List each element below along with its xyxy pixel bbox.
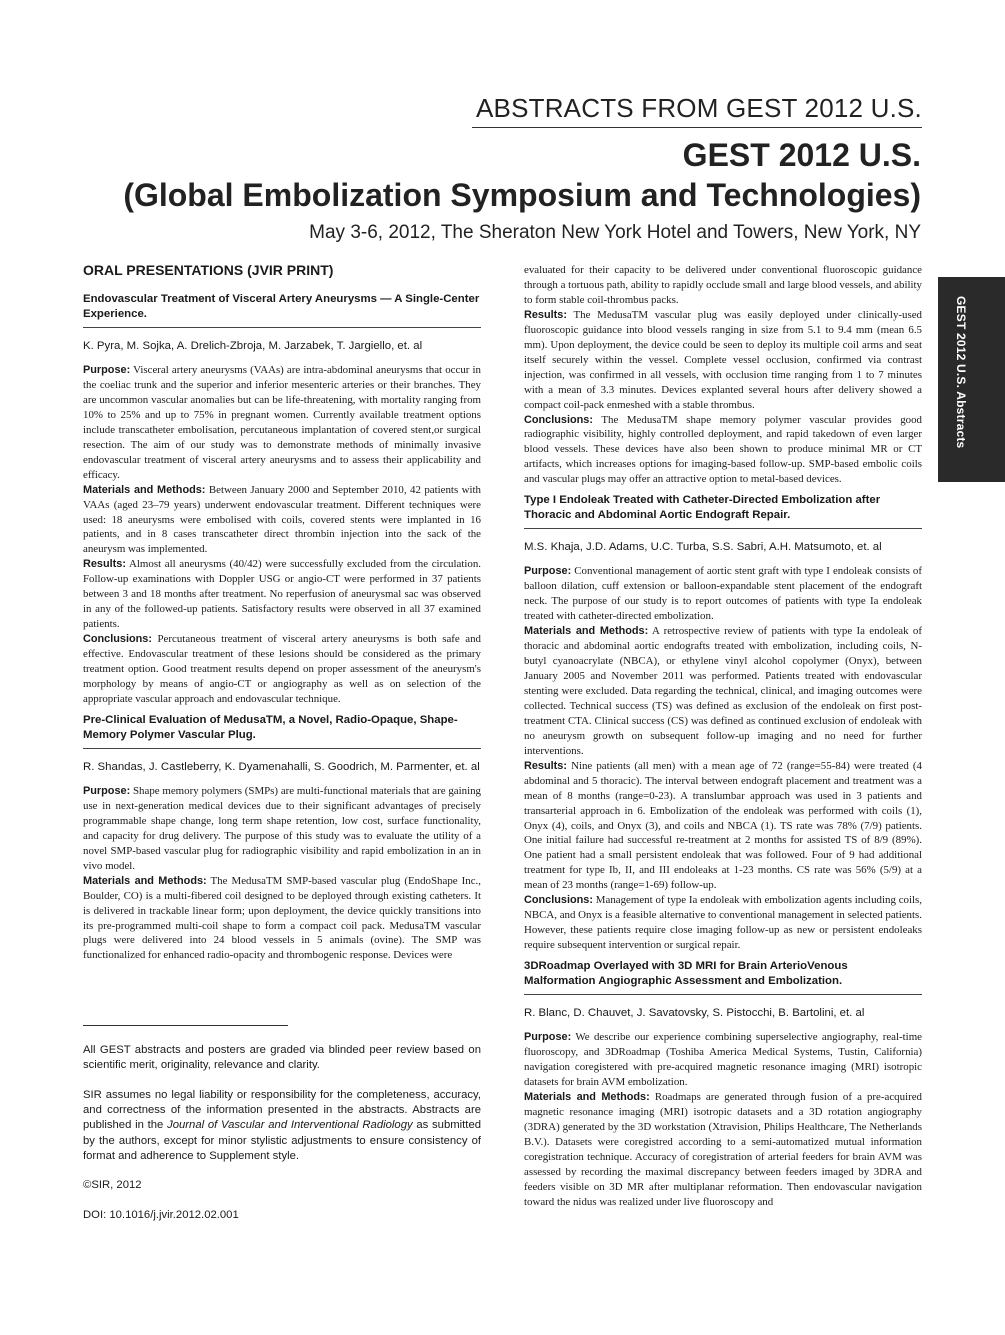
footnote-rule	[83, 1025, 288, 1026]
abstract-authors: K. Pyra, M. Sojka, A. Drelich-Zbroja, M. Jarzabek, T. Jargiello, et. al	[83, 340, 423, 352]
page-title	[60, 135, 921, 215]
abstract-3	[524, 493, 922, 953]
event-details: May 3-6, 2012, The Sheraton New York Hotel and Towers, New York, NY	[309, 222, 921, 243]
right-column	[524, 263, 922, 1210]
liability-note: SIR assumes no legal liability or responsibility for the completeness, accuracy, and correctness of the information presented in the abstracts. Abstracts are published in the Journal of Vascular and Interventional Radiology as submitted by the authors, except for minor stylistic adjustments to ensure consistency of format and adherence to Supplement style.	[83, 1089, 482, 1162]
running-header: ABSTRACTS FROM GEST 2012 U.S.	[476, 93, 922, 123]
abstract-conclusions: Conclusions: Management of type Ia endoleak with embolization agents including coils, NBCA, and Onyx is a feasible alternative to conventional management in selected patients. However, these patients require close imaging follow-up as new or persistent endoleaks require subsequent intervention or surgical repair.	[524, 894, 922, 952]
title-line-1: GEST 2012 U.S.	[682, 137, 921, 173]
abstract-title: Type I Endoleak Treated with Catheter-Directed Embolization after Thoracic and Abdominal Aortic Endograft Repair.	[524, 493, 922, 529]
abstract-results: Results: Almost all aneurysms (40/42) were successfully excluded from the circulation. Follow-up examinations with Doppler USG or angio-CT were performed in 37 patients between 3 and 18 months after treatment. No reperfusion of aneurysmal sac was observed in any of the followed-up patients. Satisfactory results were observed in all 37 examined patients.	[83, 558, 482, 631]
abstract-authors: R. Shandas, J. Castleberry, K. Dyamenahalli, S. Goodrich, M. Parmenter, et. al	[83, 760, 480, 773]
abstract-authors: R. Blanc, D. Chauvet, J. Savatovsky, S. Pistocchi, B. Bartolini, et. al	[524, 1007, 865, 1020]
abstract-title: 3DRoadmap Overlayed with 3D MRI for Brain ArterioVenous Malformation Angiographic Assessment and Embolization.	[524, 959, 922, 995]
side-tab-label: GEST 2012 U.S. Abstracts	[954, 296, 968, 449]
abstract-purpose: Purpose: Conventional management of aortic stent graft with type I endoleak consists of balloon dilation, cuff extension or balloon-expandable stent placement of the endograft neck. The purpose of our study is to report outcomes of patients with type Ia endoleak treated with catheter-directed embolization.	[524, 565, 922, 623]
header-rule	[472, 127, 922, 128]
title-line-2: (Global Embolization Symposium and Technologies)	[123, 177, 921, 213]
abstract-purpose: Purpose: We describe our experience combining superselective angiography, real-time fluoroscopy, and 3DRoadmap (Toshiba America Medical Systems, Tustin, California) navigation coregistered with pre-acquired magnetic resonance imaging (MRI) isotropic datasets for brain AVM embolization.	[524, 1031, 922, 1088]
abstract-purpose: Purpose: Visceral artery aneurysms (VAAs) are intra-abdominal aneurysms that occur in the coeliac trunk and the superior and inferior mesenteric arteries or their branches. They are uncommon vascular anomalies but can be life-threatening, with mortality ranging from 10% to 25% and up to 75% in pregnant women. Currently available treatment options include transcatheter embolisation, percutaneous implantation of covered stent,or surgical resection. The aim of our study was to demonstrate methods of minimally invasive endovascular treatment of visceral artery aneurysms and to assess their applicability and efficacy.	[83, 364, 481, 481]
journal-name: Journal of Vascular and Interventional Radiology	[167, 1119, 413, 1132]
abstract-conclusions: Conclusions: Percutaneous treatment of visceral artery aneurysms is both safe and effective. Endovascular treatment of these lesions should be considered as the primary treatment option. Good treatment results depend on proper assessment of the aneurysm's morphology by means of angio-CT or angiography as well as on selection of the appropriate vascular approach and endovascular technique.	[83, 633, 481, 705]
abstract-conclusions: Conclusions: The MedusaTM shape memory polymer vascular provides good radiographic visibility, highly controlled deployment, and rapid takedown of even larger blood vessels. These devices have also been shown to produce minimal MR or CT artifacts, which increases options for imaging-based follow-up. SMP-based embolic coils and vascular plugs may offer an attractive option to metal-based devices.	[524, 413, 922, 486]
doi: DOI: 10.1016/j.jvir.2012.02.001	[83, 1209, 239, 1221]
copyright: ©SIR, 2012	[83, 1179, 142, 1191]
abstract-title: Pre-Clinical Evaluation of MedusaTM, a Novel, Radio-Opaque, Shape-Memory Polymer Vascular Plug.	[83, 713, 481, 749]
abstract-title: Endovascular Treatment of Visceral Artery Aneurysms — A Single-Center Experience.	[83, 292, 481, 328]
abstract-purpose: Purpose: Shape memory polymers (SMPs) are multi-functional materials that are gaining use in next-generation medical devices due to their significant advantages of precisely programmable shape change, long term shape retention, low cost, surface functionality, and capacity for drug delivery. The purpose of this study was to evaluate the utility of a novel SMP-based vascular plug for radiographic visibility and rapid embolization in an in vivo model.	[83, 784, 481, 872]
abstract-4	[524, 959, 922, 1209]
section-heading: ORAL PRESENTATIONS (JVIR PRINT)	[83, 262, 334, 278]
abstract-results: Results: The MedusaTM vascular plug was easily deployed under clinically-used fluoroscopic guidance into blood vessels ranging in size from 5.1 to 9.4 mm (mean 6.5 mm). Upon deployment, the device could be seen to deploy its multiple coil arms and seat itself securely within the vessel. Complete vessel occlusion, confirmed via contrast injection, was confirmed in all vessels, with occlusion time ranging from 1 to 7 minutes with a mean of 3.3 minutes. Devices explanted several hours after delivery showed a compact coil-pack enmeshed with a stable thrombus.	[524, 308, 922, 411]
abstract-methods: Materials and Methods: A retrospective review of patients with type Ia endoleak of thoracic and abdominal aortic endografts treated with embolization, including coils, N-butyl cyanoacrylate (NBCA), or ethylene vinyl alcohol copolymer (Onyx), between January 2005 and November 2011 was performed. Patients treated with endovascular stenting were excluded. Data regarding the technical, clinical, and imaging outcomes were collected. Technical success (TS) was defined as exclusion of the endoleak on first post-treatment CTA. Clinical success (CS) was defined as continued exclusion of endoleak with no aneurysm growth on subsequent follow-up imaging and no need for further interventions.	[524, 625, 922, 757]
abstract-1	[83, 292, 481, 707]
abstract-2	[83, 713, 481, 963]
abstract-methods: Materials and Methods: Roadmaps are generated through fusion of a pre-acquired magnetic resonance imaging (MRI) isotropic datasets and a 3D rotation angiography (3DRA) generated by the 3D workstation (Xtravision, Philips Healthcare, The Netherlands B.V.). Datasets were coregistred according to a semi-automatized mutual information coregistration technique. Accuracy of coregistration of arterial feeders for brain AVM was assessed by recording the maximal discrepancy between feeders imaged by 3DRA and feeders visible on 3D MR after multiplanar reformation. Then endovascular navigation toward the nidus was realized under live fluoroscopy and	[524, 1090, 922, 1208]
abstract-results: Results: Nine patients (all men) with a mean age of 72 (range=55-84) were treated (4 abdominal and 5 thoracic). The interval between endograft placement and treatment was a mean of 8 months (range=0-23). A translumbar approach was used in 3 patients and transarterial approach in 6. Embolization of the endoleak was performed with coils (1), Onyx (4), coils, and Onyx (3), and coils and NBCA (1). TS rate was 78% (7/9) patients. One initial failure had successful re-treatment at 2 months for assisted TS of 8/9 (89%). One patient had a small persistent endoleak that was followed. Four of 9 had additional treatment for type Ib, II, and III endoleaks at 1-23 months. CS rate was 56% (5/9) at a mean of 23 months (range=1-69) follow-up.	[524, 759, 922, 892]
abstract-methods-continued: evaluated for their capacity to be delivered under conventional fluoroscopic guidance through a tortuous path, ability to rapidly occlude small and large blood vessels, and ability to form stable coil-thrombus packs.	[524, 264, 922, 306]
abstract-2-continued	[524, 263, 922, 487]
abstract-authors: M.S. Khaja, J.D. Adams, U.C. Turba, S.S. Sabri, A.H. Matsumoto, et. al	[524, 541, 882, 554]
left-column	[83, 262, 481, 963]
abstract-methods: Materials and Methods: The MedusaTM SMP-based vascular plug (EndoShape Inc., Boulder, CO) is a multi-fibered coil designed to be deployed through existing catheters. It is delivered in trackable linear form; upon deployment, the device quickly transitions into its pre-programmed multi-coil shape to form a compact coil pack. MedusaTM vascular plugs were delivered into 24 blood vessels in 5 animals (ovine). The SMP was functionalized for enhanced radio-opacity and thrombogenic response. Devices were	[83, 874, 481, 962]
abstract-methods: Materials and Methods: Between January 2000 and September 2010, 42 patients with VAAs (aged 23–79 years) underwent endovascular treatment. Different techniques were used: 18 aneurysms were embolised with coils, covered stents were implanted in 16 patients, and in 8 cases transcatheter direct thrombin injection into the sack of the aneurysm was implemented.	[83, 483, 481, 556]
grading-note: All GEST abstracts and posters are graded via blinded peer review based on scientific merit, originality, relevance and clarity.	[83, 1044, 481, 1072]
